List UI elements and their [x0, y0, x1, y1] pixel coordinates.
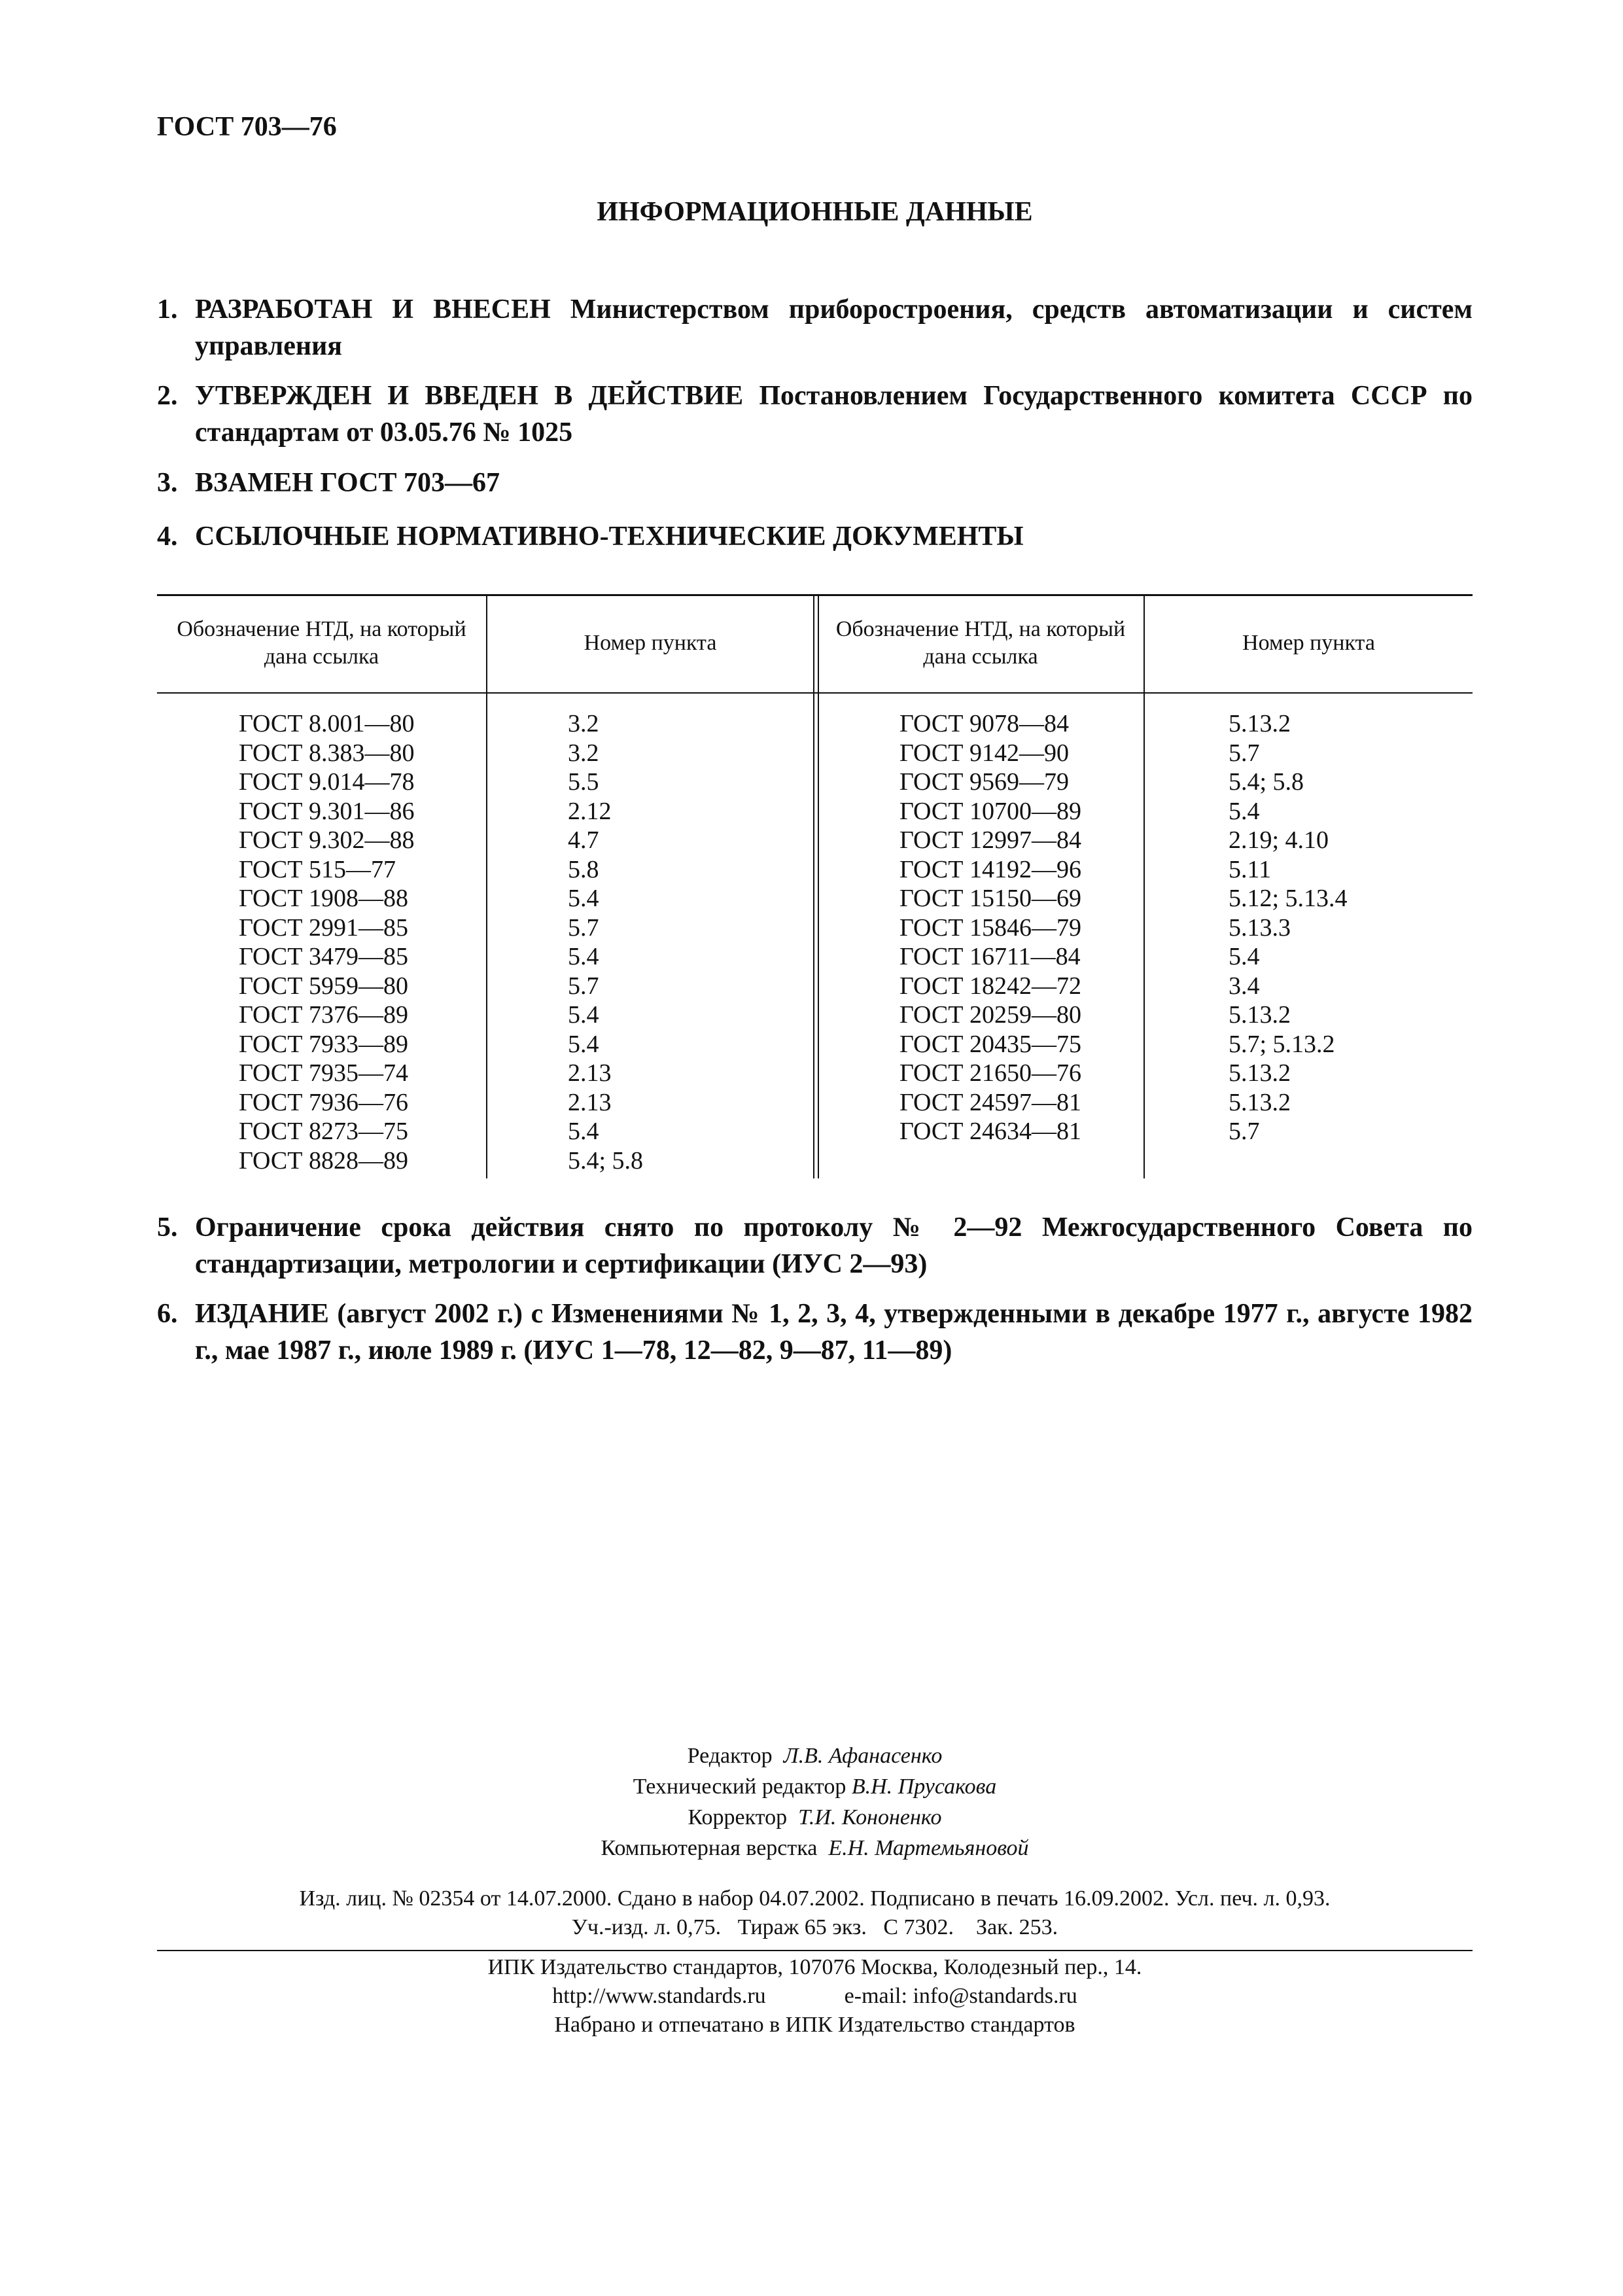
table-cell-clause: 5.4: [568, 885, 599, 912]
table-cell-clause: 5.4; 5.8: [1229, 768, 1304, 796]
document-id: ГОСТ 703—76: [157, 112, 337, 142]
table-cell-clause: 2.19; 4.10: [1229, 826, 1329, 854]
table-cell-document: ГОСТ 7376—89: [239, 1001, 408, 1029]
table-cell-document: ГОСТ 5959—80: [239, 972, 408, 1000]
table-cell-document: ГОСТ 9.302—88: [239, 826, 415, 854]
table-header-rule: [157, 692, 1473, 694]
table-cell-document: ГОСТ 7935—74: [239, 1059, 408, 1087]
table-column-clause-left: [568, 709, 643, 1175]
table-cell-document: ГОСТ 3479—85: [239, 943, 408, 970]
table-cell-clause: 2.13: [568, 1059, 612, 1087]
item-number: 2.: [157, 381, 178, 411]
table-cell-clause: 3.2: [568, 710, 599, 737]
credit-role: Компьютерная верстка: [601, 1836, 818, 1860]
table-cell-document: ГОСТ 9142—90: [899, 739, 1069, 767]
table-column-doc-right: [899, 709, 1081, 1146]
table-cell-clause: 5.4: [568, 943, 599, 970]
table-cell-document: ГОСТ 9.014—78: [239, 768, 415, 796]
table-cell-clause: 4.7: [568, 826, 599, 854]
table-double-divider: [813, 594, 814, 1178]
item-number: 5.: [157, 1212, 178, 1243]
info-item-3: [157, 465, 1473, 501]
imprint-line: Уч.-изд. л. 0,75. Тираж 65 экз. С 7302. Зак. 253.: [571, 1915, 1058, 1939]
table-cell-clause: 5.4; 5.8: [568, 1146, 644, 1174]
table-cell-document: ГОСТ 20435—75: [899, 1030, 1081, 1058]
table-header-clause-left: Номер пункта: [584, 631, 717, 655]
table-cell-document: ГОСТ 9078—84: [899, 710, 1069, 737]
table-cell-document: ГОСТ 15150—69: [899, 885, 1081, 912]
table-cell-clause: 5.7: [568, 972, 599, 1000]
table-cell-document: ГОСТ 8.001—80: [239, 710, 415, 737]
credit-line: [157, 1771, 1473, 1802]
table-cell-clause: 5.7; 5.13.2: [1229, 1030, 1335, 1058]
item-text: Министерством приборостроения, средств автоматизации и систем управления: [195, 294, 1473, 361]
table-cell-clause: 5.13.2: [1229, 710, 1291, 737]
credit-line: [157, 1802, 1473, 1833]
table-header-doc-right: Обозначение НТД, на который дана ссылка: [835, 617, 1126, 669]
table-cell-document: ГОСТ 10700—89: [899, 797, 1081, 825]
table-cell-document: ГОСТ 8273—75: [239, 1118, 408, 1145]
credit-name: Т.И. Кононенко: [798, 1805, 942, 1829]
table-cell-clause: 5.4: [568, 1030, 599, 1058]
table-cell-clause: 5.7: [568, 913, 599, 942]
page-title: ИНФОРМАЦИОННЫЕ ДАННЫЕ: [597, 197, 1033, 227]
item-heading: УТВЕРЖДЕН И ВВЕДЕН В ДЕЙСТВИЕ: [195, 381, 744, 411]
table-cell-document: ГОСТ 12997—84: [899, 826, 1081, 854]
table-cell-document: ГОСТ 7933—89: [239, 1030, 408, 1058]
imprint-line: Изд. лиц. № 02354 от 14.07.2000. Сдано в набор 04.07.2002. Подписано в печать 16.09.2002. Усл. печ. л. 0,93.: [299, 1886, 1331, 1911]
table-cell-document: ГОСТ 2991—85: [239, 913, 408, 942]
info-item-5: [157, 1209, 1473, 1282]
table-cell-clause: 5.8: [568, 855, 599, 883]
table-cell-clause: 5.13.2: [1229, 1001, 1291, 1029]
table-cell-document: ГОСТ 9.301—86: [239, 797, 415, 825]
table-cell-clause: 5.4: [1229, 797, 1260, 825]
table-header-clause-right: Номер пункта: [1242, 631, 1375, 655]
table-cell-document: ГОСТ 1908—88: [239, 885, 408, 912]
table-cell-clause: 3.4: [1229, 972, 1260, 1000]
item-number: 6.: [157, 1299, 178, 1329]
table-cell-document: ГОСТ 16711—84: [899, 943, 1081, 970]
table-cell-document: ГОСТ 15846—79: [899, 913, 1081, 942]
imprint-block: [157, 1884, 1473, 1942]
table-cell-clause: 2.13: [568, 1088, 612, 1116]
table-cell-clause: 5.4: [568, 1001, 599, 1029]
item-heading: ССЫЛОЧНЫЕ НОРМАТИВНО-ТЕХНИЧЕСКИЕ ДОКУМЕНТЫ: [195, 521, 1024, 552]
table-cell-document: ГОСТ 515—77: [239, 855, 396, 883]
table-cell-clause: 3.2: [568, 739, 599, 767]
credit-role: Технический редактор: [633, 1775, 846, 1799]
table-header-doc-left: Обозначение НТД, на который дана ссылка: [177, 617, 466, 669]
item-text: Ограничение срока действия снято по протоколу № 2—92 Межгосударственного Совета по стандартизации, метрологии и сертификации (ИУС 2—93): [195, 1212, 1473, 1279]
item-number: 4.: [157, 521, 178, 552]
publisher-address: ИПК Издательство стандартов, 107076 Москва, Колодезный пер., 14.: [487, 1955, 1142, 1979]
credit-line: [157, 1740, 1473, 1771]
table-cell-clause: 5.13.2: [1229, 1059, 1291, 1087]
table-cell-document: ГОСТ 8828—89: [239, 1146, 408, 1174]
table-cell-clause: 5.13.2: [1229, 1088, 1291, 1116]
table-cell-document: ГОСТ 14192—96: [899, 855, 1081, 883]
credit-name: Е.Н. Мартемьяновой: [828, 1836, 1029, 1860]
item-number: 3.: [157, 468, 178, 498]
table-cell-document: ГОСТ 18242—72: [899, 972, 1081, 1000]
table-cell-clause: 5.12; 5.13.4: [1229, 885, 1348, 912]
website-link[interactable]: http://www.standards.ru: [552, 1984, 766, 2008]
item-heading: ВЗАМЕН ГОСТ 703—67: [195, 468, 500, 498]
reference-table: [157, 594, 1473, 1183]
table-cell-document: ГОСТ 24634—81: [899, 1118, 1081, 1145]
item-heading: РАЗРАБОТАН И ВНЕСЕН: [195, 294, 551, 325]
table-column-doc-left: [239, 709, 415, 1175]
item-text: (август 2002 г.) с Изменениями № 1, 2, 3, 4, утвержденными в декабре 1977 г., августе 1982 г., мае 1987 г., июле 1989 г. (ИУС 1—78, 12—82, 9—87, 11—89): [195, 1299, 1473, 1366]
item-number: 1.: [157, 294, 178, 325]
table-cell-document: ГОСТ 20259—80: [899, 1001, 1081, 1029]
publisher-contacts: [552, 1982, 1077, 2011]
email-link[interactable]: e-mail: info@standards.ru: [844, 1984, 1077, 2008]
table-cell-clause: 2.12: [568, 797, 612, 825]
footer-divider: [157, 1950, 1473, 1951]
table-cell-clause: 5.7: [1229, 739, 1260, 767]
info-item-2: [157, 378, 1473, 451]
table-cell-clause: 5.13.3: [1229, 913, 1291, 942]
credit-role: Корректор: [688, 1805, 788, 1829]
credit-role: Редактор: [687, 1744, 773, 1768]
credits-block: [157, 1740, 1473, 1863]
info-item-6: [157, 1296, 1473, 1369]
info-item-4: [157, 518, 1473, 555]
credit-line: [157, 1833, 1473, 1863]
publisher-block: [157, 1953, 1473, 2040]
item-heading: ИЗДАНИЕ: [195, 1299, 329, 1329]
table-cell-document: ГОСТ 7936—76: [239, 1088, 408, 1116]
table-cell-clause: 5.7: [1229, 1118, 1260, 1145]
table-cell-clause: 5.4: [568, 1118, 599, 1145]
info-item-1: [157, 291, 1473, 364]
item-text: Постановлением Государственного комитета СССР по стандартам от 03.05.76 № 1025: [195, 381, 1473, 448]
table-column-clause-right: [1229, 709, 1348, 1146]
table-cell-document: ГОСТ 21650—76: [899, 1059, 1081, 1087]
table-cell-clause: 5.5: [568, 768, 599, 796]
credit-name: Л.В. Афанасенко: [783, 1744, 943, 1768]
credit-name: В.Н. Прусакова: [851, 1775, 997, 1799]
publisher-note: Набрано и отпечатано в ИПК Издательство стандартов: [554, 2013, 1075, 2037]
table-cell-document: ГОСТ 9569—79: [899, 768, 1069, 796]
table-cell-clause: 5.11: [1229, 855, 1272, 883]
table-cell-document: ГОСТ 24597—81: [899, 1088, 1081, 1116]
table-cell-document: ГОСТ 8.383—80: [239, 739, 415, 767]
table-cell-clause: 5.4: [1229, 943, 1260, 970]
